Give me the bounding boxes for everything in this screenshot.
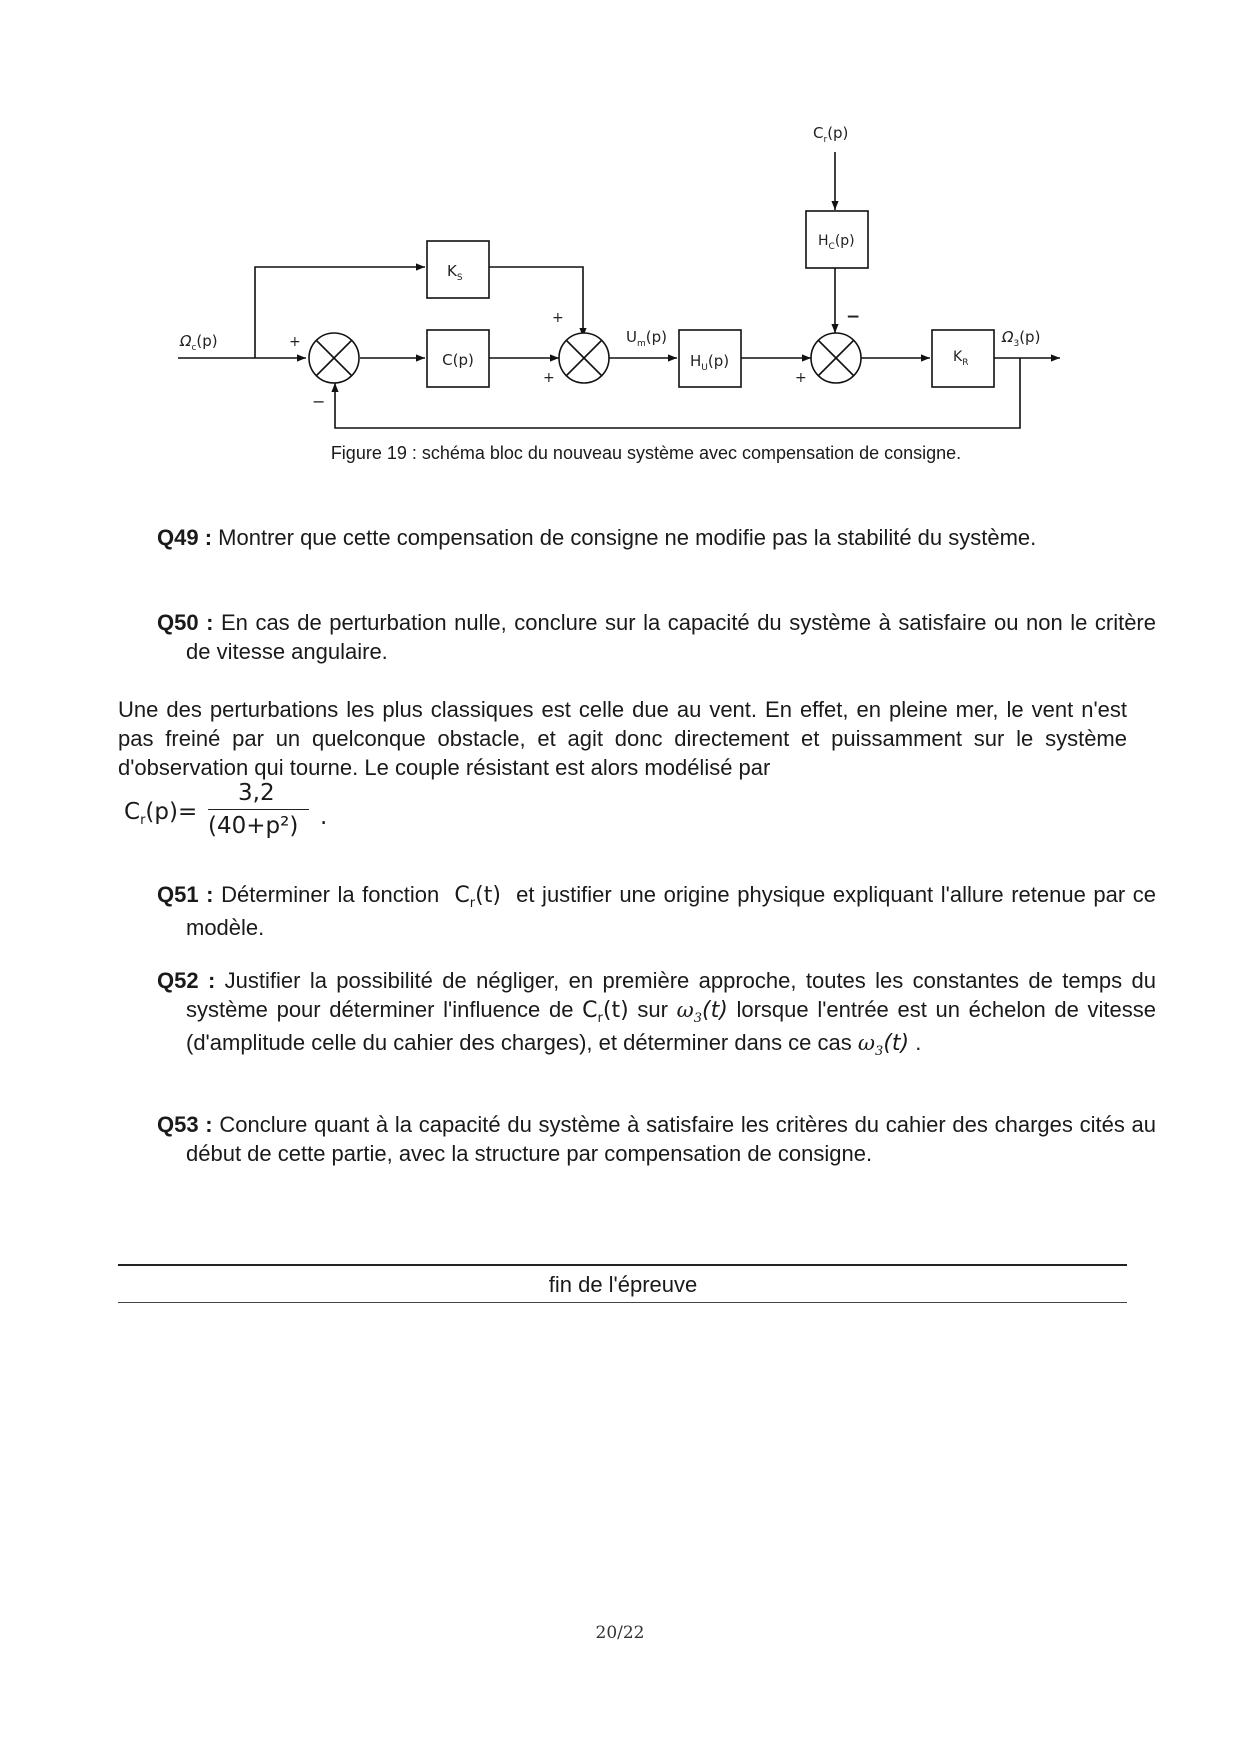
q52-text-d: . <box>915 1030 922 1055</box>
s3-minus-sign: − <box>846 307 861 327</box>
question-q50 <box>157 608 1156 666</box>
cr-t-expr: $C_r(t)$ <box>454 883 501 911</box>
cp-label: C(p) <box>442 351 474 369</box>
omega3-t-expr: $\omega_3(t)$ <box>676 998 728 1026</box>
q51-text-b: et justifier une origine physique expliquant l'allure retenue par ce modèle. <box>186 882 1157 940</box>
formula-denominator: (40+p²) <box>208 813 299 839</box>
ks-output-line <box>488 267 583 337</box>
s2-plus-left-sign: + <box>543 370 555 386</box>
block-diagram <box>0 0 1240 470</box>
end-text: fin de l'épreuve <box>548 1272 698 1297</box>
q51-label: Q51 : <box>157 882 214 907</box>
omega-c-label: $\Omega_c(p)$ <box>180 332 218 353</box>
q52-text-c: lorsque l'entrée est un échelon de vitesse (d'amplitude celle du cahier des charges), et déterminer dans ce cas <box>186 997 1156 1055</box>
q50-text: En cas de perturbation nulle, conclure sur la capacité du système à satisfaire ou non le critère de vitesse angulaire. <box>186 610 1156 664</box>
question-q53 <box>157 1110 1156 1168</box>
omega3-label: $\Omega_3(p)$ <box>1002 328 1041 349</box>
s3-plus-sign: + <box>795 370 807 386</box>
cr-input-label: $C_r(p)$ <box>813 124 849 145</box>
q53-label: Q53 : <box>157 1112 213 1137</box>
q52-text-b: sur <box>637 997 668 1022</box>
formula-numerator: 3,2 <box>238 780 275 806</box>
cr-t-expr-2: $C_r(t)$ <box>582 998 629 1026</box>
q49-text: Montrer que cette compensation de consigne ne modifie pas la stabilité du système. <box>218 525 1037 550</box>
formula-lhs: $C_r(p)=$ <box>124 799 198 828</box>
fraction-bar <box>208 809 309 810</box>
q49-label: Q49 : <box>157 525 213 550</box>
s1-plus-sign: + <box>289 334 301 350</box>
q53-text: Conclure quant à la capacité du système à satisfaire les critères du cahier des charges cités au début de cette partie, avec la structure par compensation de consigne. <box>186 1112 1157 1166</box>
s2-plus-top-sign: + <box>552 310 564 326</box>
s1-minus-sign: − <box>312 392 326 411</box>
ks-label: $K_S$ <box>447 262 463 283</box>
figure-caption: Figure 19 : schéma bloc du nouveau système avec compensation de consigne. <box>330 443 962 463</box>
omega3-t-expr-2: $\omega_3(t)$ <box>857 1031 910 1059</box>
wind-paragraph: Une des perturbations les plus classiques est celle due au vent. En effet, en pleine mer, le vent n'est pas freiné par un quelconque obstacle, et agit donc directement et puissamment sur le système d'observation qui tourne. Le couple résistant est alors modélisé par <box>118 697 1127 780</box>
q50-label: Q50 : <box>157 610 214 635</box>
formula-period: . <box>320 804 328 830</box>
question-q52 <box>157 966 1156 1061</box>
question-q51 <box>157 880 1156 942</box>
q51-text-a: Déterminer la fonction <box>221 882 440 907</box>
summer-2 <box>559 333 609 383</box>
q52-text-a: Justifier la possibilité de négliger, en première approche, toutes les constantes de temps du système pour déterminer l'influence de <box>186 968 1156 1022</box>
end-rule-top <box>118 1264 1127 1266</box>
hc-label: $H_C(p)$ <box>818 233 855 252</box>
question-q49 <box>157 523 1156 552</box>
hu-label: $H_U(p)$ <box>690 352 730 373</box>
summer-1 <box>309 333 359 383</box>
summer-3 <box>811 333 861 383</box>
um-label: $U_m(p)$ <box>626 328 667 349</box>
end-rule-bottom <box>118 1302 1127 1303</box>
ks-block <box>427 241 489 298</box>
q52-label: Q52 : <box>157 968 216 993</box>
kr-label: $K_R$ <box>953 349 969 368</box>
page-number: 20/22 <box>595 1623 645 1643</box>
